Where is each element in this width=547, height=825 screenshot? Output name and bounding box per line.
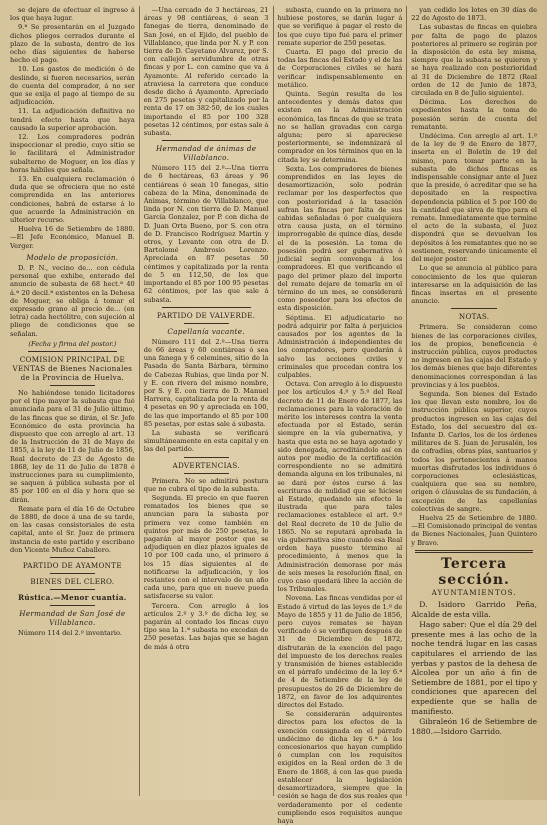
paragraph: Se considerarán adquirentes directos para los efectos de la exención consignada en el párrafo undécimo de dicha ley 6.ª á los concesionarios que hayan cumplido ó cumplan con los requisitos exigidos en la Real orden de 3 de Enero de 1868, á con las que pueda establecer la legislación desamortizadora, siempre que la cesión se haga de dos sus reales que verdaderamente por el cedente cumpliendo esos requisitos aunque haya: [277, 710, 403, 825]
paragraph: 12. Los compradores podrán inspeccionar el predio, cuyo sitio se le facilitará el Administrador subalterno de Moguer, en los días y horas hábiles que señala.: [10, 133, 135, 174]
paragraph: Cuarta. El pago del precio de todas las fincas del Estado y el de las de Corporaciones civiles se hará verificar indispensablemente en metálico.: [277, 48, 403, 89]
divider: [184, 323, 229, 324]
notice-title: D. Isidoro Garrido Peña, Alcalde de esta villa.: [411, 600, 537, 619]
divider: [50, 573, 95, 574]
model-footer: (Fecha y firma del postor.): [28, 339, 117, 348]
paragraph: La subasta se verificará simultáneamente en esta capital y en las del partido.: [143, 428, 269, 454]
paragraph: subasta, cuando en la primera no hubiese postores, se darán lugar á que se verifique á pagar el resto de los que cuyo tipo fué para el primer remate superior de 250 pesetas.: [277, 6, 403, 47]
model-text: D. P. N., vecino de... con cédula personal que exhibe, enterado del anuncio de subasta de 68 hect.ª 40 á.ª 20 decil.ª existentes en la Dehesa de Moguer, se obliga á tomar el expresado grano al precio de... (en letra) cada hectólitro, con sujeción al pliego de condiciones que se señalan.: [10, 263, 135, 338]
commission-heading: COMISION PRINCIPAL DE VENTAS de Bienes Nacionales de la Provincia de Huelva.: [12, 354, 133, 382]
divider: [162, 307, 251, 308]
paragraph: 10. Los gastos de medición ó de deslinde, si fueren necesarios, serán de cuenta del comprador, á no ser que se exija el pago al tiempo de su adjudicación.: [10, 65, 135, 107]
signature-line: Huelva 25 de Setiembre de 1880.—El Comisionado principal de ventas de Bienes Nacionales, Juan Quintero y Bravo.: [411, 513, 537, 547]
paragraph: Tercera. Con arreglo á los artículos 2.º y 3.º de dicha ley, se pagarán al contado los fincas cuyo tipo sea la 1.ª subasta no excedan de 250 pesetas. Las bajas que se hagan de más á otra: [143, 601, 269, 651]
divider: [50, 385, 95, 386]
paragraph: Novena. Las fincas vendidas por el Estado á virtud de las leyes de 1.º de Mayo de 1855 y 11 de Julio de 1856, pero cuyos remates se hayan verificado ó se verifiquen después de 31 de Diciembre de 1872, disfrutarán de la exención del pago del impuesto de los derechos reales y transmisión de bienes establecido en el párrafo undécimo de la ley 6.ª de 4 de Setiembre de la ley de presupuestos de 26 de Diciembre de 1872, en favor de los adquirentes directos del Estado.: [277, 594, 403, 710]
notice-signature: Gibraleón 16 de Setiembre de 1880.—Isidoro Garrido.: [411, 717, 537, 736]
paragraph: Lo que se anuncia al público para conocimiento de los que quieran interesarse en la adquisición de las fincas insertas en el presente anuncio.: [411, 264, 537, 306]
divider: [50, 605, 95, 606]
column-2: [140, 6, 274, 796]
model-heading: Modelo de proposición.: [26, 252, 119, 262]
ayuntamiento-notice: [411, 600, 537, 736]
notice-body: Hago saber: Que el día 29 del presente mes á las ocho de la noche tendrá lugar en las casas capitulares el arriendo de las yerbas y pastos de la dehesa de Alcolea por un año á fin de Setiembre de 1881, por el tipo y condiciones que aparecen del expediente que se halla de manifiesto.: [411, 620, 537, 716]
valverde-heading: PARTIDO DE VALVERDE.: [156, 310, 256, 320]
paragraph: Sexta. Los compradores de bienes comprendidos en las leyes de desamortización, solo podrán reclamar por los desperfectos que con posterioridad á la tasación sufran las fincas por falta de sus cabidas señaladas ó por cualquiera otra causa justa, en el término improrrogable de quince días, desde el de la posesión. La toma de posesión podrá ser gubernativa ó judicial según convenga á los compradores. El que verificando el pago del primer plazo del importe del remate dejare de tomarla en el término de un mes, se considerará como poseedor para los efectos de esta disposición.: [277, 164, 403, 313]
divider: [28, 351, 117, 352]
paragraph: Décima. Los derechos de expedientes hasta la toma de posesión serán de cuenta del rematante.: [411, 98, 537, 131]
rustica-heading: Rústica.—Menor cuantía.: [18, 592, 127, 602]
column-4: [407, 6, 541, 796]
clero-heading: BIENES DEL CLERO.: [30, 576, 115, 586]
paragraph: yan cedido los lotes en 30 días de 22 de Agosto de 1873.: [411, 6, 537, 23]
paragraph: se dejare de efectuar el ingreso á los que haya lugar.: [10, 6, 135, 23]
paragraph: Octava. Con arreglo á lo dispuesto por los artículos 4.º y 5.º del Real decreto de 11 de Enero de 1877, las reclamaciones para la valoración de mérito los intereses contra la venta efectuada por el Estado, serán siempre en la vía gubernativa, y hasta que esta no se haya agotado y sido denegada, acreditándolo así en autos por medio de la certificación correspondiente no se admitirá demanda alguna en los tribunales, ni se dará por éstos curso á las escrituras de nulidad que se hiciese al Estado, quedando sin efecto la ilustrada que para tales reclamaciones establece el art. 9.º del Real decreto de 10 de Julio de 1865. No se reputará aprobada la vía gubernativa sino cuando esa Real orden haya puesto término al procedimiento, á menos que la Administración demorase por más de seis meses la resolución final, en cuyo caso quedará libre la acción de los Tribunales.: [277, 380, 403, 594]
notas-heading: NOTAS.: [458, 312, 490, 322]
column-1: [6, 6, 140, 796]
paragraph: Primera. No se admitirá postura que no cubra el tipo de la subasta.: [143, 476, 269, 493]
divider: [50, 557, 95, 558]
hermandad-animas-heading: Hermandad de ánimas de Villablanco.: [155, 144, 257, 163]
paragraph: 9.ª Se presentarán en el Juzgado dichos pliegos cerrados durante el plazo de la subasta, dentro de los ocho días siguientes de haberse hecho el pago.: [10, 23, 135, 65]
paragraph: —Una cercado de 3 hectáreas, 21 áreas y 98 centiáreas, ó sean 3 fanegas de tierra, denominado de San José, en el Ejido, del pueblo de Villablanco, que linda por N. y P. con tierra de D. Cayetano Alvarez, por S. con callejón servidumbre de otras fincas y por L. con camino que va á Ayamonte. Al referido cercado la atraviesa la carretera que conduce desde dicho á Ayamonte. Apreciado en 275 pesetas y capitalizado por la renta de 17 en 382·50, de los cuales importando el 85 por 100 328 pesetas 12 céntimos, por estas sale á subasta.: [143, 6, 269, 138]
paragraph: Undécima. Con arreglo al art. 1.º de la ley de 9 de Enero de 1877, inserta en el Boletín de 19 del mismo, para tomar parte en la subasta de dichos fincas es indispensable consignar ante el Juez que la preside, ó acreditar que se ha depositado en la respectiva dependencia pública el 5 por 100 de la cantidad que sirva de tipo para el remate. Inmediatamente que termine el acto de la subasta, el Juez dispondrá que se devuelvan los depósitos á los rematantes que no se sostienen, reservando únicamente el del mejor postor.: [411, 132, 537, 264]
divider: [451, 308, 497, 309]
paragraph: Número 114 del 2.º inventario.: [18, 628, 122, 637]
paragraph: Número 115 del 2.º—Una tierra de 6 hectáreas, 63 áreas y 96 centiáreas ó sean 10 fanegas, sitio cabeza de la Mina, denominada de Ánimas, término de Villablanco, que linda por N. con tierra de D. Manuel García Gonzalez, por P. con dicha de D. Juan Orta Bueno, por S. con otra de D. Francisco Rodríguez Martín y otros, y Levante con otra de D. Bartolomé Ambrosio Lorenzo. Apreciada en 87 pesetas 50 céntimos y capitalizada por la renta de 5 en 112,50, de los que importando el 85 por 100 95 pesetas 62 céntimos, por las que sale á subasta.: [143, 164, 269, 304]
section-subtitle: AYUNTAMIENTOS.: [431, 587, 517, 597]
paragraph: Séptima. El adjudicatario no podrá adquirir por falta á perjuicios causados por los agentes de la Administración á independientes de los compradores, pero quedarán á salvo las acciones civiles y criminales que procedan contra los culpables.: [277, 313, 403, 379]
section-divider: [415, 550, 533, 553]
paragraph: Número 111 del 2.º—Una tierra de 66 áreas y 60 centiáreas ó sea una fanega y 6 celemines, sitio de la Pasada de Santa Bárbara, término de Cabezas Rubias, que linda por N. y E. con rivera del mismo nombre, por S. y E. con tierra de D. Manuel Harrera, capitalizada por la renta de 4 pesetas en 90 y apreciada en 100, de las que importando el 85 por 100 85 pesetas, por estas sale á subasta.: [143, 337, 269, 428]
paragraph: Las subastas de fincas en quiebra por falta de pago de plazos posteriores al primero se regirán por la disposición de esta ley misma, siempre que la subasta se quieren y se haya realizado con posterioridad al 31 de Diciembre de 1872 (Real orden de 12 de Junio de 1873, circulada en 8 de Julio siguiente).: [411, 23, 537, 98]
paragraph: No habiéndose tenido licitadores por el tipo mayor la subasta que fué anunciada para el 31 de Julio último, de las fincas que se dirán, el Sr. Jefe Económico de esta provincia ha dispuesto que con arreglo al art. 13 de la Instrucción de 31 de Mayo de 1855, á la ley de 11 de Julio de 1856, Real decreto de 23 de Agosto de 1868, ley de 11 de Julio de 1878 é instrucciones para su cumplimiento, se saquen á pública subasta por el 85 por 100 en el día y hora que se dirán.: [10, 388, 135, 504]
signature-line: Huelva 16 de Setiembre de 1880.—El Jefe Económico, Manuel B. Verger.: [10, 225, 135, 250]
divider: [184, 457, 229, 458]
columns-container: [6, 6, 541, 825]
ayamonte-heading: PARTIDO DE AYAMONTE: [22, 560, 122, 570]
paragraph: Primera. Se consideran como bienes de las corporaciones civiles, los de propios, beneficencia é instrucción pública, cuyos productos no ingresen en las cajas del Estado y los demás bienes que bajo diferentes denominaciones correspondan á las provincias y á los pueblos.: [411, 323, 537, 389]
paragraph: Segunda. Son bienes del Estado los que llevan este nombre, los de instrucción pública superior, cuyos productos ingresen en las cajas del Estado, los del secuestro del ex-Infante D. Carlos, los de los órdenes militares de S. Juan de Jerusalén, los de cofradías, obras pías, santuarios y todos los pertenecientes á manos muertas disfrutados los individuos ó corporaciones eclesiásticas, cualquiera que sea su nombre, origen ó cláusulas de su fundación, á excepción de las capellanías colectivas de sangre.: [411, 389, 537, 513]
section-title: Tercera sección.: [438, 555, 510, 588]
paragraph: Segunda. El precio en que fueren rematados los bienes que se anuncian para la subasta por primera vez como también en quintos por más de 250 pesetas, lo pagarán al mayor postor que se adjudiquen en diez plazos iguales de 10 por 100 cada uno, el primero á los 15 días siguientes al de notificarse la adjudicación, y los restantes con el intervalo de un año cada uno, para que en nueve pueda satisfacerse su valor.: [143, 493, 269, 601]
advertencias-heading: ADVERTENCIAS.: [172, 460, 240, 470]
divider: [162, 140, 251, 141]
divider: [50, 589, 95, 590]
paragraph: 11. La adjudicación definitiva no tendrá efecto hasta que haya causado la superior aprobación.: [10, 107, 135, 132]
paragraph: Quinta. Según resulta de los antecedentes y demás datos que existen en la Administración económica, las fincas de que se trata no se hallan gravadas con carga alguna; pero si apareciese posteriormente, se indemnizará al comprador en los términos que en la citada ley se determina.: [277, 90, 403, 164]
paragraph: 13. En cualquiera reclamación ó duda que se ofreciera que no esté comprendida en las anteriores condiciones, habrá de estarse á lo que acuerde la Administración en ulterior recurso.: [10, 175, 135, 225]
column-3: [274, 6, 408, 825]
capellania-heading: Capellanía vacante.: [167, 326, 245, 336]
divider: [184, 473, 229, 474]
hermandad-heading: Hermandad de San José de Villablanco.: [19, 608, 126, 627]
paragraph: Remate para el día 16 de Octubre de 1880, de doce á una de su tarde, en las casas consistoriales de esta capital, ante el Sr. Juez de primera instancia de este partido y escribano don Vicente Muñoz Caballero.: [10, 504, 135, 554]
